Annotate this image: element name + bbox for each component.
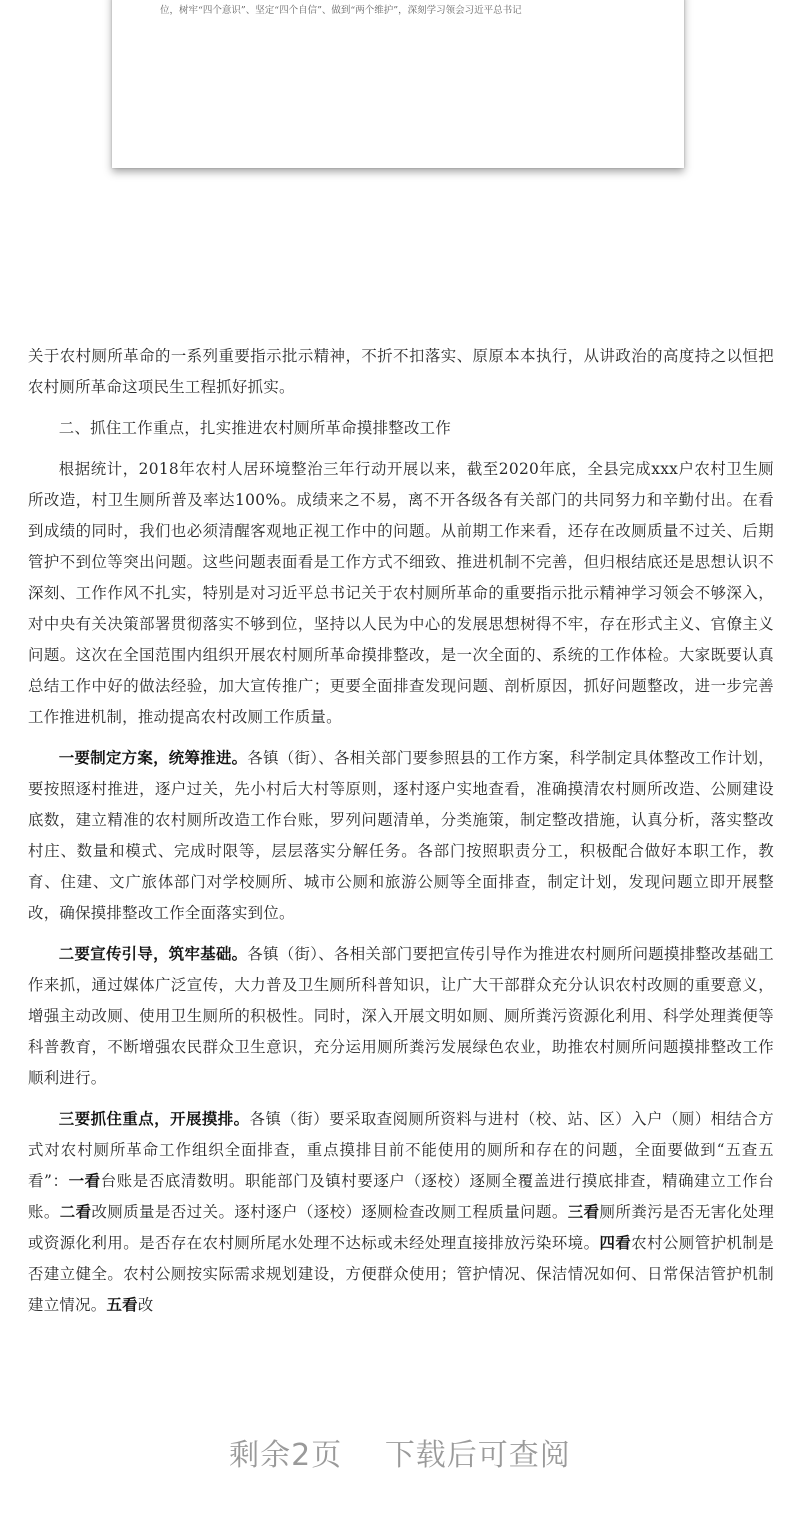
check-one-label: 一看 <box>68 1172 101 1190</box>
paragraph-continuation: 关于农村厕所革命的一系列重要指示批示精神，不折不扣落实、原原本本执行，从讲政治的高度持之以恒把农村厕所革命这项民生工程抓好抓实。 <box>28 347 774 396</box>
paragraph-statistics: 根据统计，2018年农村人居环境整治三年行动开展以来，截至2020年底，全县完成xxx户农村卫生厕所改造，村卫生厕所普及率达100%。成绩来之不易，离不开各级各有关部门的共同努力和辛勤付出。在看到成绩的同时，我们也必须清醒客观地正视工作中的问题。从前期工作来看，还存在改厕质量不过关、后期管护不到位等突出问题。这些问题表面看是工作方式不细致、推进机制不完善，但归根结底还是思想认识不深刻、工作作风不扎实，特别是对习近平总书记关于农村厕所革命的重要指示批示精神学习领会不够深入，对中央有关决策部署贯彻落实不够到位，坚持以人民为中心的发展思想树得不牢，存在形式主义、官僚主义问题。这次在全国范围内组织开展农村厕所革命摸排整改，是一次全面的、系统的工作体检。大家既要认真总结工作中好的做法经验，加大宣传推广；更要全面排查发现问题、剖析原因，抓好问题整改，进一步完善工作推进机制，推动提高农村改厕工作质量。 <box>28 460 774 726</box>
point-three-title: 三要抓住重点，开展摸排。 <box>58 1110 250 1128</box>
point-one-text: 各镇（街）、各相关部门要参照县的工作方案，科学制定具体整改工作计划，要按照逐村推进，逐户过关，先小村后大村等原则，逐村逐户实地查看，准确摸清农村厕所改造、公厕建设底数，建立精准的农村厕所改造工作台账，罗列问题清单，分类施策，制定整改措施，认真分析，落实整改村庄、数量和模式、完成时限等，层层落实分解任务。各部门按照职责分工，积极配合做好本职工作，教育、住建、文广旅体部门对学校厕所、城市公厕和旅游公厕等全面排查，制定计划，发现问题立即开展整改，确保摸排整改工作全面落实到位。 <box>28 749 774 922</box>
preview-line-2: 位，树牢“四个意识”、坚定“四个自信”、做到“两个维护”，深刻学习领会习近平总书记 <box>160 5 522 16</box>
check-two-text: 改厕质量是否过关。逐村逐户（逐校）逐厕检查改厕工程质量问题。 <box>91 1203 568 1221</box>
check-two-label: 二看 <box>59 1203 92 1221</box>
check-three-label: 三看 <box>567 1203 600 1221</box>
check-five-label: 五看 <box>106 1296 138 1314</box>
point-two-title: 二要宣传引导，筑牢基础。 <box>58 945 248 963</box>
download-to-view-text: 下载后可查阅 <box>384 1438 571 1473</box>
check-five-text: 改 <box>137 1296 154 1314</box>
remaining-pages-text: 剩余2页 <box>229 1438 343 1473</box>
download-prompt[interactable] <box>0 1430 800 1486</box>
previous-page-card <box>112 0 684 168</box>
point-three-text: 各镇（街）要采取查阅厕所资料与进村（校、站、区）入户（厕）相结合方式对农村厕所革命工作组织全面排查，重点摸排目前不能使用的厕所和存在的问题，全面要做到“五查五看”： <box>28 1110 774 1190</box>
section-heading: 二、抓住工作重点，扎实推进农村厕所革命摸排整改工作 <box>58 419 452 437</box>
paragraph-plan <box>28 743 774 929</box>
check-one-text: 台账是否底清数明。职能部门及镇村要逐户（逐校）逐厕全覆盖进行摸底排查，精确建立工作台账。 <box>28 1172 774 1221</box>
check-four-text: 农村公厕管护机制是否建立健全。农村公厕按实际需求规划建设，方便群众使用；管护情况、保洁情况如何、日常保洁管护机制建立情况。 <box>28 1234 774 1314</box>
point-two-text: 各镇（街）、各相关部门要把宣传引导作为推进农村厕所问题摸排整改基础工作来抓，通过媒体广泛宣传，大力普及卫生厕所科普知识，让广大干部群众充分认识农村改厕的重要意义，增强主动改厕、使用卫生厕所的积极性。同时，深入开展文明如厕、厕所粪污资源化利用、科学处理粪便等科普教育，不断增强农民群众卫生意识，充分运用厕所粪污发展绿色农业，助推农村厕所问题摸排整改工作顺利进行。 <box>28 945 774 1087</box>
point-one-title: 一要制定方案，统筹推进。 <box>58 749 248 767</box>
paragraph-inspection <box>28 1104 774 1321</box>
check-three-text: 厕所粪污是否无害化处理或资源化利用。是否存在农村厕所尾水处理不达标或未经处理直接排放污染环境。 <box>28 1203 775 1252</box>
paragraph-publicity <box>28 939 774 1094</box>
document-preview-area <box>0 0 800 300</box>
check-four-label: 四看 <box>599 1234 632 1252</box>
document-body <box>28 341 774 1331</box>
